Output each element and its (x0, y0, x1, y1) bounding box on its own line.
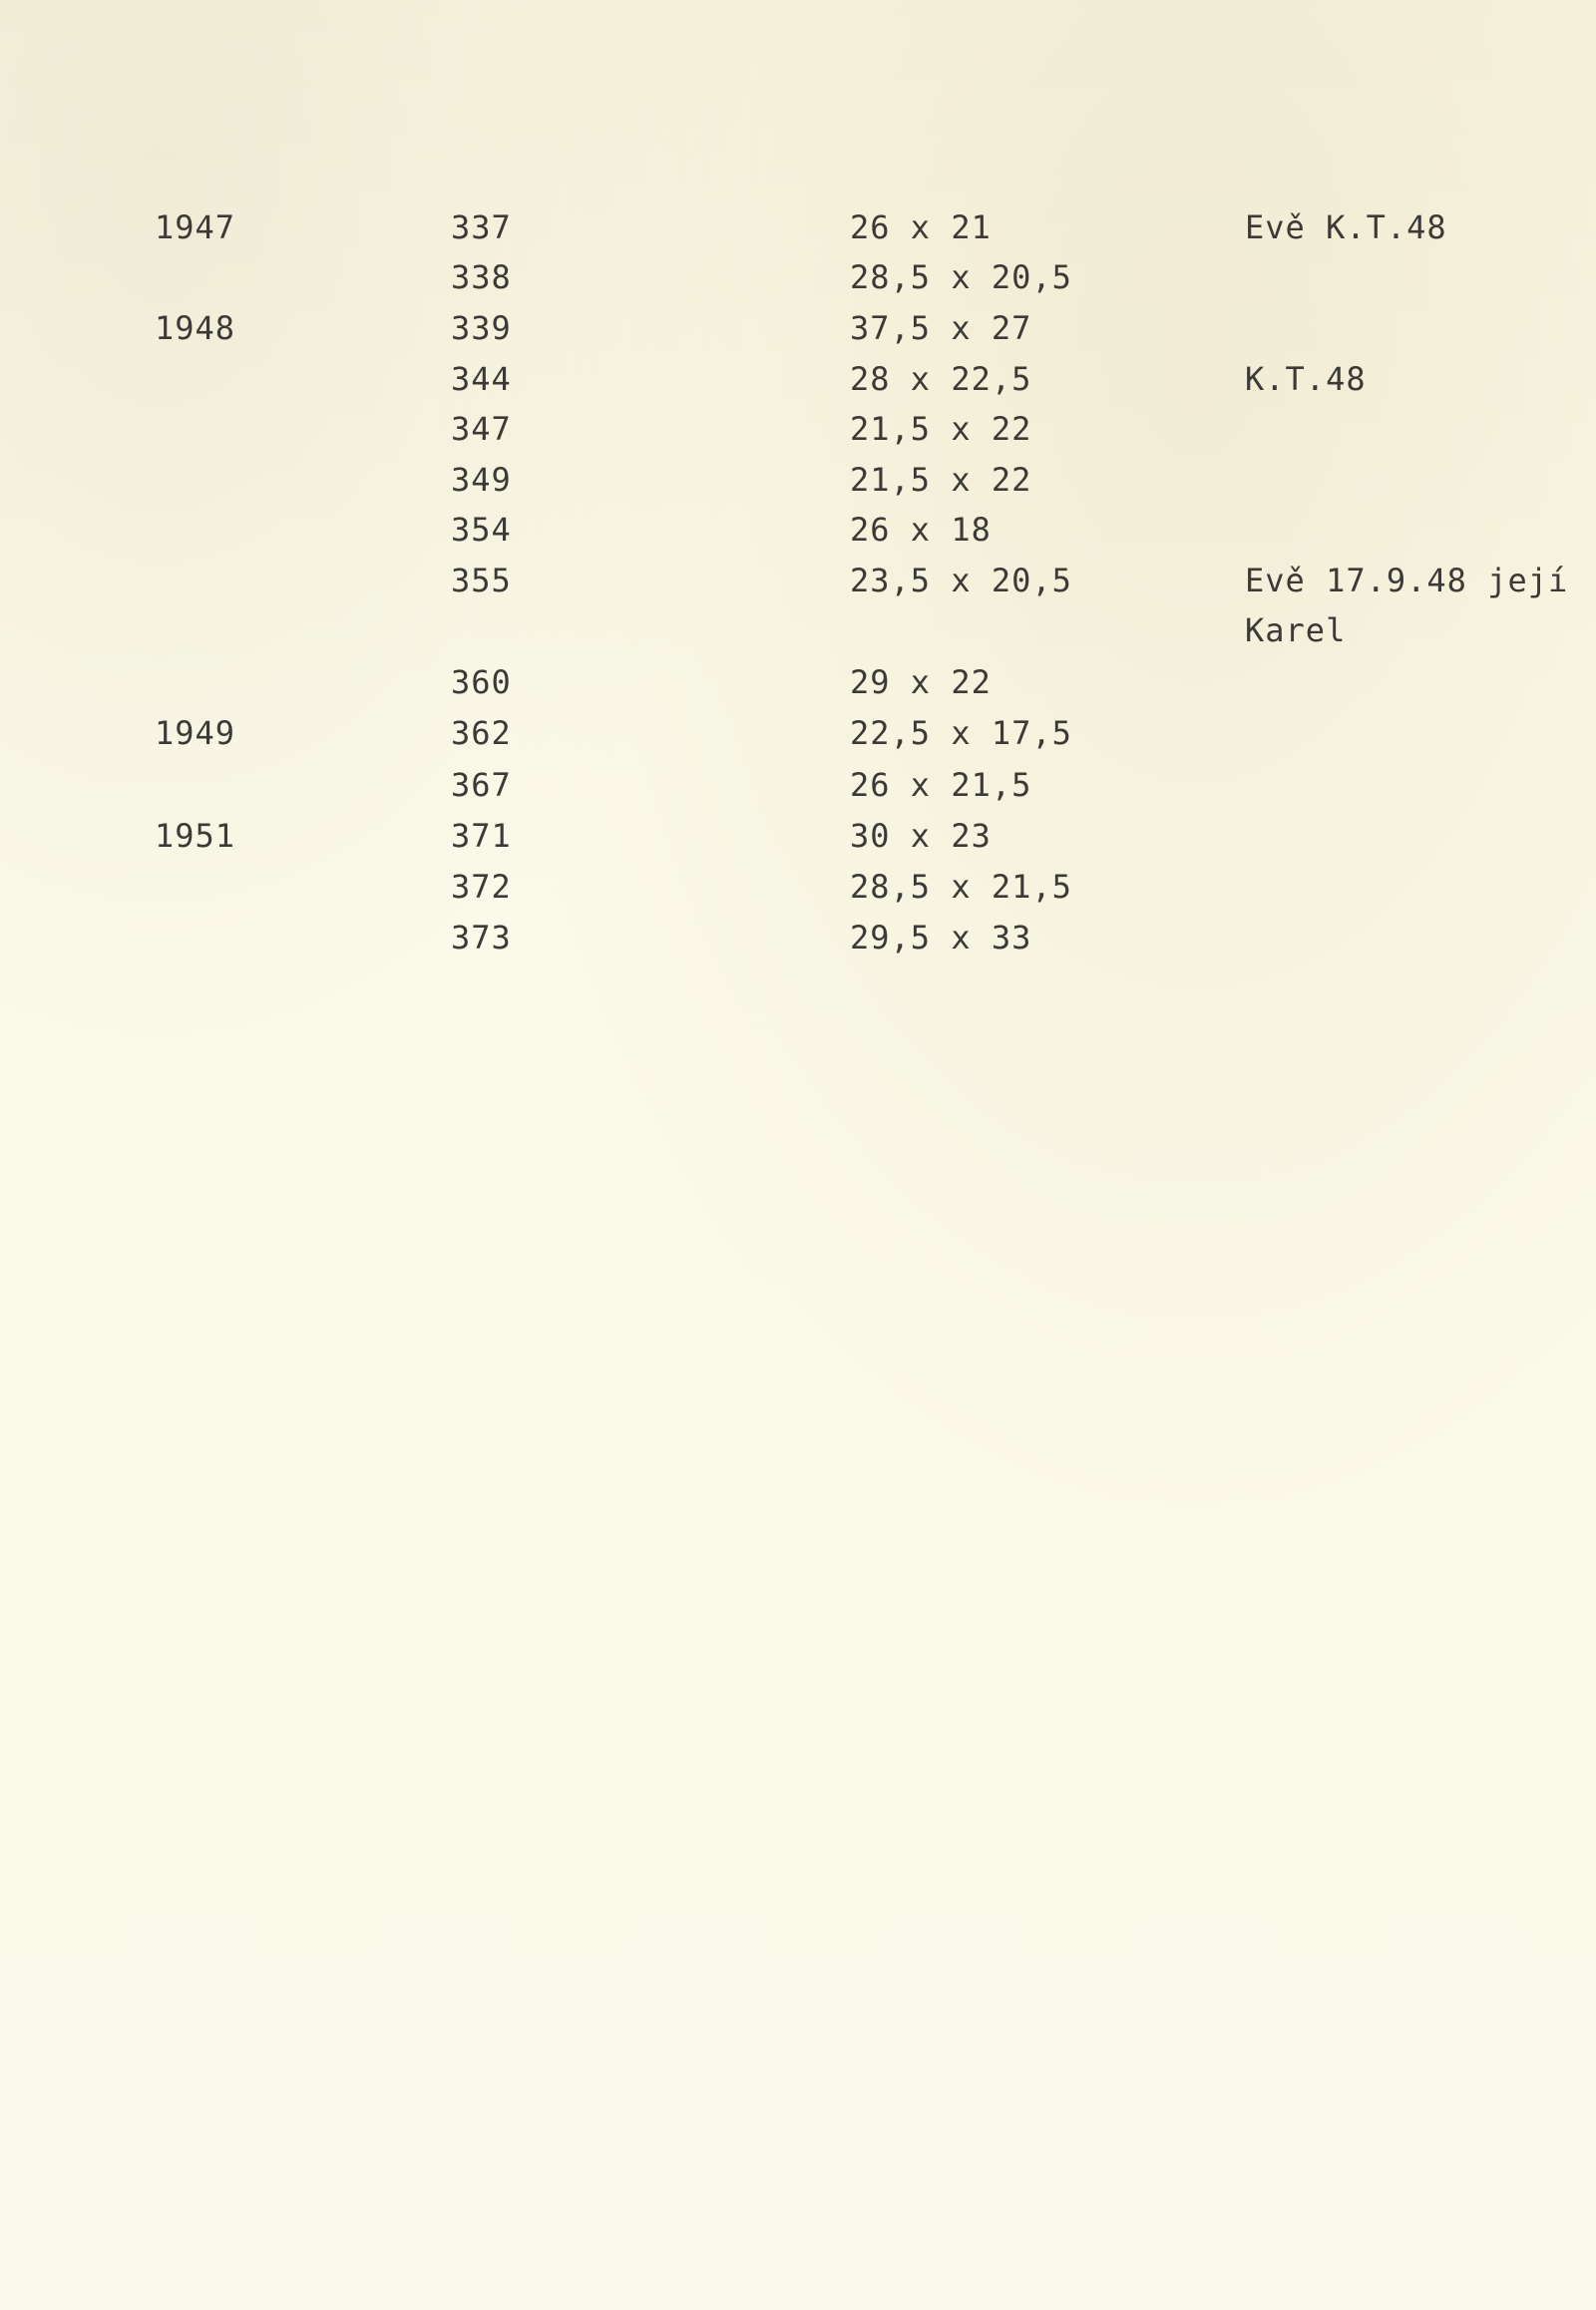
number-cell: 337 (451, 208, 512, 246)
size-cell: 37,5 x 27 (850, 309, 1032, 347)
number-cell: 367 (451, 766, 512, 804)
number-cell: 355 (451, 562, 512, 599)
note-cell: Karel (1245, 611, 1347, 649)
year-cell: 1948 (155, 309, 236, 347)
list-row (0, 556, 1596, 605)
size-cell: 22,5 x 17,5 (850, 714, 1072, 752)
note-cell: K.T.48 (1245, 360, 1367, 398)
number-cell: 344 (451, 360, 512, 398)
size-cell: 26 x 21,5 (850, 766, 1032, 804)
size-cell: 28,5 x 20,5 (850, 258, 1072, 296)
size-cell: 29,5 x 33 (850, 919, 1032, 957)
year-cell: 1951 (155, 817, 236, 855)
size-cell: 21,5 x 22 (850, 461, 1032, 499)
list-row (0, 354, 1596, 404)
size-cell: 26 x 21 (850, 208, 992, 246)
list-row (0, 605, 1596, 655)
size-cell: 21,5 x 22 (850, 410, 1032, 448)
year-cell: 1947 (155, 208, 236, 246)
year-cell: 1949 (155, 714, 236, 752)
list-row (0, 913, 1596, 962)
number-cell: 354 (451, 511, 512, 549)
size-cell: 23,5 x 20,5 (850, 562, 1072, 599)
list-row (0, 811, 1596, 861)
list-row (0, 404, 1596, 454)
number-cell: 373 (451, 919, 512, 957)
list-row (0, 862, 1596, 912)
number-cell: 349 (451, 461, 512, 499)
number-cell: 372 (451, 868, 512, 906)
size-cell: 30 x 23 (850, 817, 992, 855)
note-cell: Evě K.T.48 (1245, 208, 1447, 246)
list-row (0, 252, 1596, 302)
number-cell: 362 (451, 714, 512, 752)
size-cell: 26 x 18 (850, 511, 992, 549)
number-cell: 371 (451, 817, 512, 855)
number-cell: 360 (451, 663, 512, 701)
list-row (0, 760, 1596, 810)
number-cell: 339 (451, 309, 512, 347)
list-row (0, 202, 1596, 252)
size-cell: 28 x 22,5 (850, 360, 1032, 398)
list-row (0, 657, 1596, 707)
number-cell: 347 (451, 410, 512, 448)
note-cell: Evě 17.9.48 její (1245, 562, 1569, 599)
size-cell: 28,5 x 21,5 (850, 868, 1072, 906)
list-row (0, 505, 1596, 555)
list-row (0, 455, 1596, 505)
list-row (0, 708, 1596, 758)
number-cell: 338 (451, 258, 512, 296)
list-row (0, 303, 1596, 353)
size-cell: 29 x 22 (850, 663, 992, 701)
